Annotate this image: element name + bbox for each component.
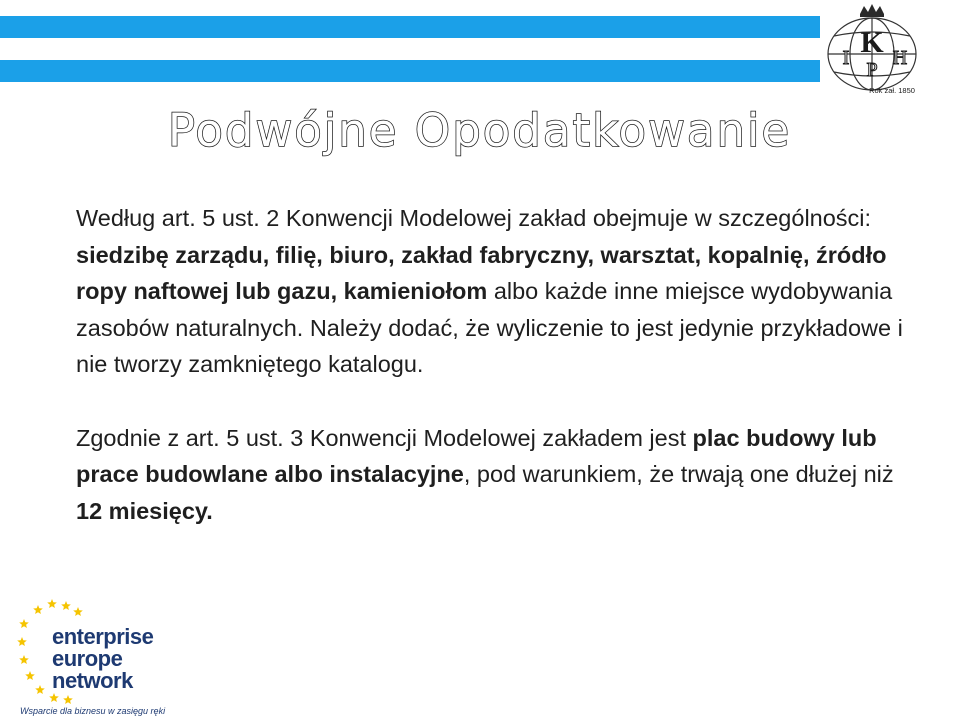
paragraph-2 (76, 420, 916, 530)
iph-logo (808, 2, 936, 98)
header-stripe-middle (0, 38, 820, 60)
paragraph-1-text-end: albo każde inne miejsce wydobywania zasobów naturalnych. Należy dodać, że wyliczenie to jest jedynie przykładowe i nie tworzy zamkniętego katalogu. (76, 278, 903, 377)
een-star-2 (61, 601, 71, 610)
paragraph-1-text: Według art. 5 ust. 2 Konwencji Modelowej zakład obejmuje w szczególności: (76, 205, 872, 231)
header-stripe-bottom (0, 60, 820, 82)
een-line-2: europe (52, 646, 123, 671)
slide-body (76, 200, 916, 529)
een-star-8 (35, 685, 45, 694)
een-star-4 (19, 619, 29, 628)
paragraph-2-text-mid: , pod warunkiem, że trwają one dłużej niż (463, 461, 894, 487)
header-stripe-top (0, 16, 820, 38)
een-logo (8, 596, 188, 716)
paragraph-2-text: Zgodnie z art. 5 ust. 3 Konwencji Modelowej zakładem jest (76, 424, 693, 451)
een-line-1: enterprise (52, 624, 154, 649)
paragraph-2-bold-end: 12 miesięcy. (76, 497, 213, 524)
header-stripes (0, 16, 820, 82)
een-star-0 (33, 605, 43, 614)
iph-letter-h: H (892, 47, 908, 69)
iph-letter-p: P (866, 59, 878, 81)
een-tagline: Wsparcie dla biznesu w zasięgu ręki (20, 706, 166, 716)
iph-caption: Rok zał. 1850 (869, 86, 915, 95)
een-star-10 (63, 695, 73, 704)
paragraph-2-bold: plac budowy lub prace budowlane albo instalacyjne (76, 424, 877, 487)
slide-title: Podwójne Opodatkowanie (167, 104, 792, 157)
een-star-9 (49, 693, 59, 702)
crown-icon (860, 4, 884, 17)
een-star-6 (19, 655, 29, 664)
iph-letter-i: I (842, 47, 850, 69)
paragraph-1-bold: siedzibę zarządu, filię, biuro, zakład fabryczny, warsztat, kopalnię, źródło ropy naftowej lub gazu, kamieniołom (76, 241, 887, 304)
een-star-3 (73, 607, 83, 616)
een-line-3: network (52, 668, 133, 693)
iph-letter-k: K (860, 26, 884, 59)
een-star-7 (25, 671, 35, 680)
een-star-1 (47, 599, 57, 608)
een-star-5 (17, 637, 27, 646)
paragraph-1 (76, 200, 916, 383)
